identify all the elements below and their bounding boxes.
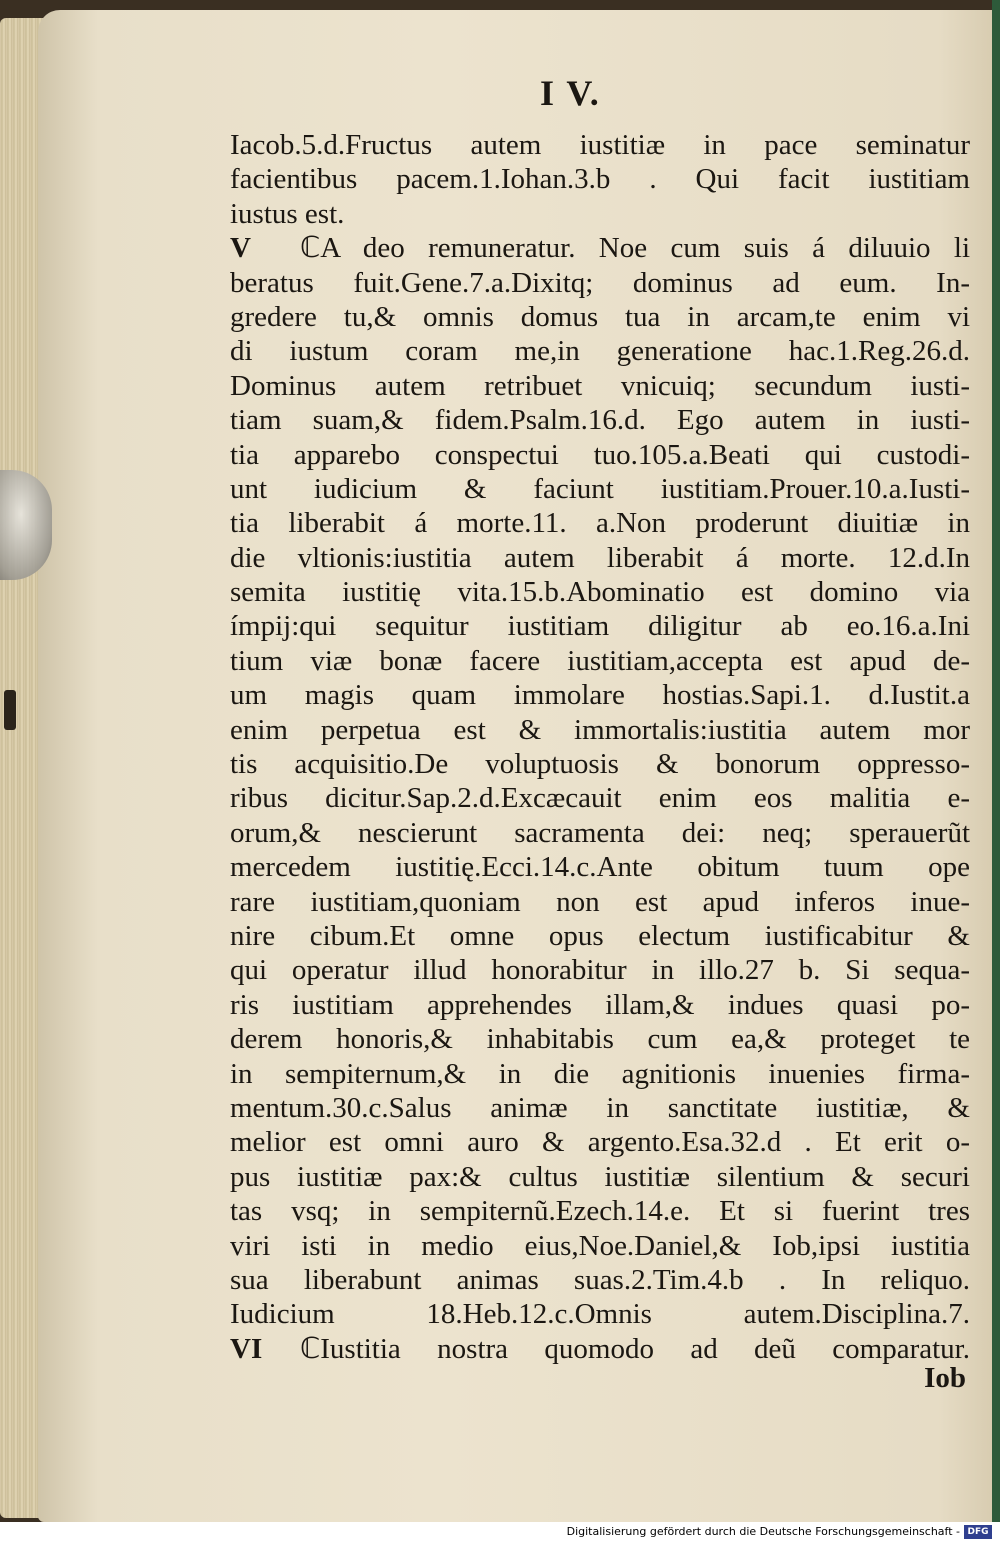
text-line: qui operatur illud honorabitur in illo.27 b. Si sequa- bbox=[230, 954, 970, 987]
text-line: Iudicium 18.Heb.12.c.Omnis autem.Disciplina.7. bbox=[230, 1298, 970, 1331]
text-line: unt iudicium & faciunt iustitiam.Prouer.10.a.Iusti- bbox=[230, 472, 970, 505]
footer-credit: Digitalisierung gefördert durch die Deutsche Forschungsgemeinschaft - bbox=[566, 1525, 960, 1538]
text-line: um magis quam immolare hostias.Sapi.1. d.Iustit.a bbox=[230, 679, 970, 712]
text-line-content: ℂIustitia nostra quomodo ad deũ comparatur. bbox=[300, 1332, 970, 1365]
text-line: ris iustitiam apprehendes illam,& indues quasi po- bbox=[230, 988, 970, 1021]
spine-mark bbox=[4, 690, 16, 730]
text-line: semita iustitię vita.15.b.Abominatio est domino via bbox=[230, 576, 970, 609]
text-line: Iacob.5.d.Fructus autem iustitiæ in pace seminatur bbox=[230, 129, 970, 161]
running-head: I V. bbox=[540, 73, 601, 113]
section-number: V bbox=[230, 232, 251, 265]
text-line: rare iustitiam,quoniam non est apud inferos inue- bbox=[230, 885, 970, 918]
text-line: di iustum coram me,in generatione hac.1.Reg.26.d. bbox=[230, 335, 970, 368]
text-line: derem honoris,& inhabitabis cum ea,& proteget te bbox=[230, 1023, 970, 1056]
text-line: melior est omni auro & argento.Esa.32.d . Et erit o- bbox=[230, 1126, 970, 1159]
text-line: mercedem iustitię.Ecci.14.c.Ante obitum tuum ope bbox=[230, 851, 970, 884]
dfg-logo: DFG bbox=[964, 1525, 992, 1539]
text-line bbox=[230, 1332, 970, 1366]
section-number: VI bbox=[230, 1332, 263, 1365]
text-line: mentum.30.c.Salus animæ in sanctitate iustitiæ, & bbox=[230, 1091, 970, 1124]
book-clasp bbox=[0, 470, 52, 580]
text-line: ribus dicitur.Sap.2.d.Excæcauit enim eos malitia e- bbox=[230, 782, 970, 815]
catchword: Iob bbox=[924, 1362, 966, 1394]
text-line: tia liberabit á morte.11. a.Non proderunt diuitiæ in bbox=[230, 507, 970, 540]
text-line: iustus est. bbox=[230, 197, 345, 230]
text-line: viri isti in medio eius,Noe.Daniel,& Iob,ipsi iustitia bbox=[230, 1229, 970, 1262]
text-line: gredere tu,& omnis domus tua in arcam,te enim vi bbox=[230, 300, 970, 333]
text-line: beratus fuit.Gene.7.a.Dixitq; dominus ad eum. In- bbox=[230, 266, 970, 299]
text-line: tium viæ bonæ facere iustitiam,accepta est apud de- bbox=[230, 644, 970, 677]
text-line: tiam suam,& fidem.Psalm.16.d. Ego autem in iusti- bbox=[230, 404, 970, 437]
text-line: enim perpetua est & immortalis:iustitia autem mor bbox=[230, 713, 970, 746]
text-line: pus iustitiæ pax:& cultus iustitiæ silentium & securi bbox=[230, 1160, 970, 1193]
text-line: in sempiternum,& in die agnitionis inuenies firma- bbox=[230, 1057, 970, 1090]
text-line: tas vsq; in sempiternũ.Ezech.14.e. Et si fuerint tres bbox=[230, 1195, 970, 1228]
text-line-content: ℂA deo remuneratur. Noe cum suis á diluuio li bbox=[300, 232, 970, 265]
text-line: Dominus autem retribuet vnicuiq; secundum iusti- bbox=[230, 369, 970, 402]
text-line: tis acquisitio.De voluptuosis & bonorum oppresso- bbox=[230, 748, 970, 781]
text-line: die vltionis:iustitia autem liberabit á morte. 12.d.In bbox=[230, 541, 970, 574]
text-line: nire cibum.Et omne opus electum iustificabitur & bbox=[230, 919, 970, 952]
text-line: sua liberabunt animas suas.2.Tim.4.b . In reliquo. bbox=[230, 1263, 970, 1296]
body-text bbox=[230, 128, 970, 1366]
footer-bar bbox=[0, 1522, 1000, 1543]
text-line: ímpij:qui sequitur iustitiam diligitur ab eo.16.a.Ini bbox=[230, 610, 970, 643]
scan-right-edge bbox=[992, 0, 1000, 1522]
text-line bbox=[230, 231, 970, 265]
text-line: orum,& nescierunt sacramenta dei: neq; sperauerũt bbox=[230, 816, 970, 849]
text-line: tia apparebo conspectui tuo.105.a.Beati qui custodi- bbox=[230, 438, 970, 471]
text-line: facientibus pacem.1.Iohan.3.b . Qui facit iustitiam bbox=[230, 163, 970, 196]
